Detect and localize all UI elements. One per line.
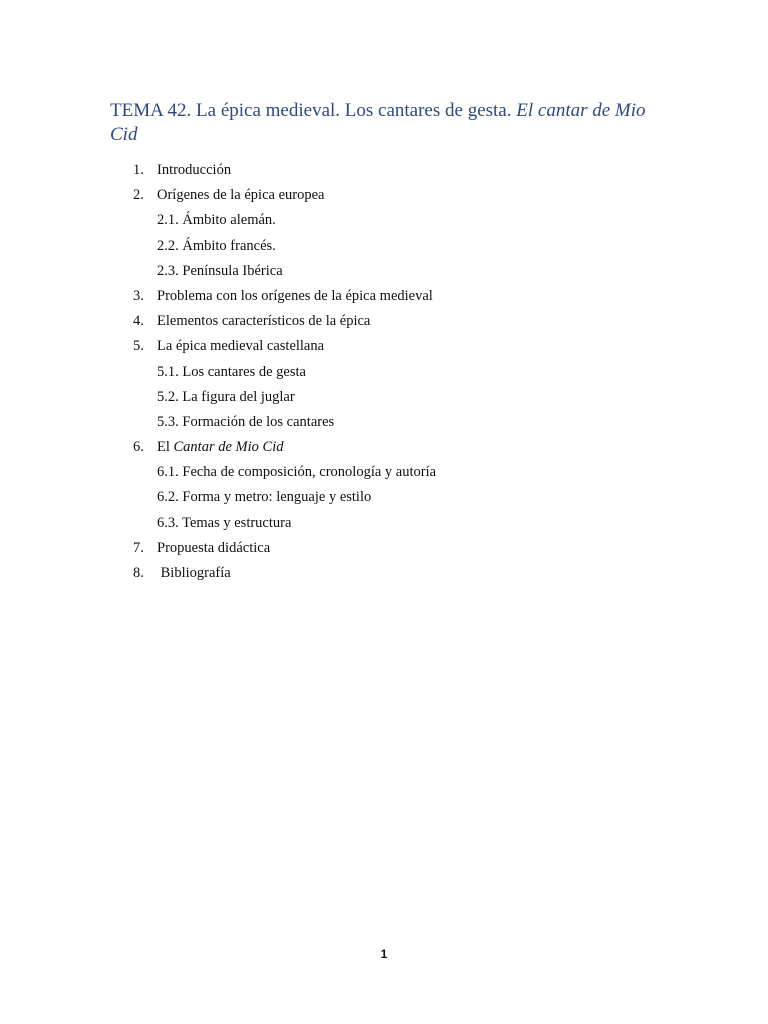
toc-item-italic-text: Cantar de Mio Cid (173, 439, 284, 456)
toc-item-label (157, 435, 283, 460)
toc-item-number: 5. (133, 338, 144, 355)
toc-item (0, 284, 768, 309)
toc-item-text: 2.3. Península Ibérica (157, 262, 283, 279)
toc-subitem (0, 460, 768, 485)
toc-item-label (157, 284, 433, 309)
toc-item-text: 5.3. Formación de los cantares (157, 413, 335, 430)
toc-subitem (0, 485, 768, 510)
toc-subitem (0, 360, 768, 385)
toc-item-text: 6.2. Forma y metro: lenguaje y estilo (157, 489, 372, 506)
toc-item-number: 2. (133, 187, 144, 204)
toc-item-text: 5.2. La figura del juglar (157, 388, 295, 405)
toc-item (0, 536, 768, 561)
toc-item-label (157, 183, 324, 208)
toc-item-label (157, 536, 270, 561)
toc-item-number: 6. (133, 439, 144, 456)
toc-item (0, 334, 768, 359)
toc-item-label (157, 511, 291, 536)
toc-item-text: 2.1. Ámbito alemán. (157, 212, 276, 229)
toc-item-number: 7. (133, 539, 144, 556)
toc-item-text: 6.3. Temas y estructura (157, 514, 292, 531)
toc-item-number: 1. (133, 162, 144, 178)
toc-item-text: 5.1. Los cantares de gesta (157, 363, 306, 380)
toc-item-label (157, 410, 334, 435)
toc-item-text: Introducción (157, 162, 232, 178)
toc-item-label (157, 385, 295, 410)
toc-item-label (157, 234, 276, 259)
toc-subitem (0, 259, 768, 284)
toc-subitem (0, 511, 768, 536)
toc-item-text: 2.2. Ámbito francés. (157, 237, 276, 254)
title-italic: El cantar de Mio Cid (110, 100, 646, 145)
toc-item-label (157, 309, 370, 334)
document-title (110, 99, 670, 147)
page-number: 1 (380, 947, 388, 961)
toc-item-text: Bibliografía (157, 565, 231, 581)
toc-item-label (157, 485, 371, 510)
toc-item-text: Elementos característicos de la épica (157, 313, 371, 330)
toc-item-label (157, 460, 436, 485)
toc-subitem (0, 385, 768, 410)
toc-item-text: La épica medieval castellana (157, 338, 325, 355)
toc-item-text: 6.1. Fecha de composición, cronología y autoría (157, 464, 437, 481)
toc-item (0, 158, 768, 183)
toc-item-label (157, 561, 231, 586)
toc-item (0, 183, 768, 208)
toc-item-number: 8. (133, 565, 144, 581)
title-main: TEMA 42. La épica medieval. Los cantares de gesta. (110, 100, 517, 121)
toc-item-label (157, 208, 276, 233)
toc-item (0, 561, 768, 586)
toc-subitem (0, 234, 768, 259)
toc-subitem (0, 208, 768, 233)
toc-item (0, 435, 768, 460)
toc-item-number: 3. (133, 287, 144, 304)
toc-item-label (157, 360, 306, 385)
toc-item-number: 4. (133, 313, 144, 330)
toc-item-label (157, 259, 283, 284)
toc-subitem (0, 410, 768, 435)
toc-item-label (157, 334, 324, 359)
toc-item-text: El (157, 439, 174, 456)
toc-item (0, 309, 768, 334)
toc-item-text: Orígenes de la épica europea (157, 187, 325, 204)
toc-item-label (157, 158, 231, 183)
table-of-contents (0, 158, 768, 586)
toc-item-text: Propuesta didáctica (157, 539, 271, 556)
toc-item-text: Problema con los orígenes de la épica medieval (157, 287, 433, 304)
